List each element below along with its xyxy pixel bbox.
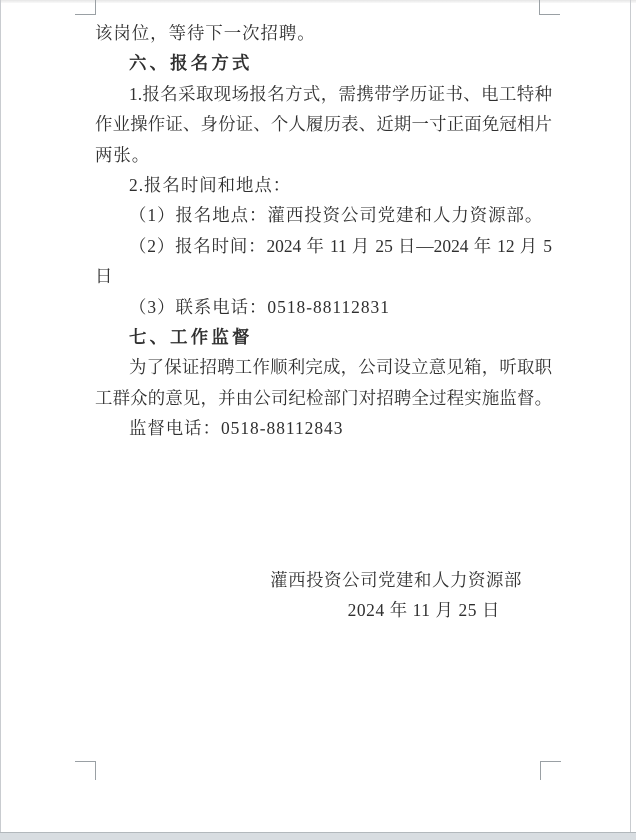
blank-line: [95, 474, 552, 504]
margin-corner-mark-top-right: [539, 0, 560, 15]
blank-line: [95, 504, 552, 534]
margin-corner-mark-bottom-left: [75, 761, 96, 780]
section-heading-6: 六、报名方式: [129, 53, 253, 74]
paragraph-continuation-line: 该岗位，等待下一次招聘。: [95, 23, 316, 43]
margin-corner-mark-top-left: [75, 0, 96, 15]
page-left-edge: [0, 0, 1, 840]
body-line: 日: [95, 266, 114, 287]
blank-line: [95, 443, 552, 473]
registration-location-line: （1）报名地点：灌西投资公司党建和人力资源部。: [129, 205, 544, 226]
registration-time-line: （2）报名时间：2024 年 11 月 25 日—2024 年 12 月 5: [129, 235, 552, 256]
body-line: 作业操作证、身份证、个人履历表、近期一寸正面免冠相片: [95, 114, 552, 135]
document-text-column: [95, 18, 552, 626]
signature-department: 灌西投资公司党建和人力资源部: [270, 570, 522, 591]
blank-line: [95, 535, 552, 565]
contact-phone-line: （3）联系电话：0518-88112831: [129, 296, 390, 317]
margin-corner-mark-bottom-right: [540, 761, 561, 780]
page-bottom-band: [0, 833, 636, 840]
body-line: 2.报名时间和地点：: [129, 174, 292, 195]
signature-date: 2024 年 11 月 25 日: [347, 600, 500, 621]
supervision-phone-line: 监督电话：0518-88112843: [129, 418, 344, 439]
body-line: 1.报名采取现场报名方式，需携带学历证书、电工特种: [129, 83, 552, 104]
section-heading-7: 七、工作监督: [129, 326, 253, 347]
body-line: 工群众的意见，并由公司纪检部门对招聘全过程实施监督。: [95, 387, 552, 408]
body-line: 为了保证招聘工作顺利完成，公司设立意见箱，听取职: [129, 357, 552, 378]
page-right-edge: [630, 0, 631, 840]
body-line: 两张。: [95, 144, 151, 165]
